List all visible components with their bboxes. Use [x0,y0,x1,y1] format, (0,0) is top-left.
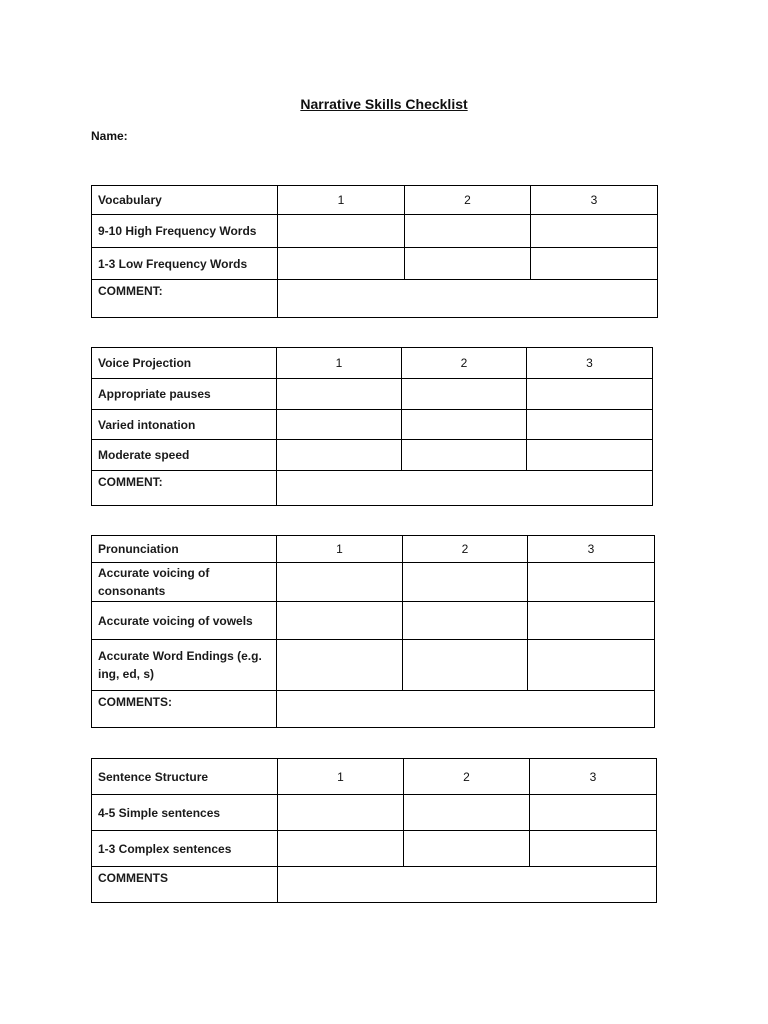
criterion-label: 1-3 Complex sentences [92,831,278,867]
score-cell[interactable] [527,379,653,410]
comment-field[interactable] [277,691,655,728]
comment-field[interactable] [278,280,658,318]
score-cell[interactable] [277,602,403,640]
criterion-label: Varied intonation [92,410,277,440]
score-cell[interactable] [278,215,405,248]
vocabulary-table [91,185,658,318]
score-header-2: 2 [403,536,528,563]
score-header-3: 3 [527,348,653,379]
score-cell[interactable] [403,640,528,691]
pronunciation-table [91,535,655,728]
score-cell[interactable] [277,410,402,440]
score-cell[interactable] [530,831,657,867]
sentence-structure-table [91,758,657,903]
comment-label: COMMENTS [92,867,278,903]
score-cell[interactable] [405,215,531,248]
score-header-1: 1 [278,186,405,215]
criterion-label: Accurate voicing of vowels [92,602,277,640]
score-cell[interactable] [402,379,527,410]
score-cell[interactable] [403,602,528,640]
score-header-1: 1 [277,536,403,563]
score-header-3: 3 [528,536,655,563]
name-label: Name: [91,129,128,143]
score-cell[interactable] [531,248,658,280]
section-header: Sentence Structure [92,759,278,795]
score-cell[interactable] [277,563,403,602]
comment-label: COMMENT: [92,471,277,506]
page-title: Narrative Skills Checklist [300,96,468,112]
score-cell[interactable] [404,795,530,831]
score-cell[interactable] [531,215,658,248]
score-header-1: 1 [278,759,404,795]
score-header-2: 2 [405,186,531,215]
comment-label: COMMENT: [92,280,278,318]
score-header-3: 3 [531,186,658,215]
score-cell[interactable] [528,640,655,691]
criterion-label: Accurate Word Endings (e.g. ing, ed, s) [92,640,277,691]
comment-field[interactable] [277,471,653,506]
score-header-2: 2 [402,348,527,379]
score-header-3: 3 [530,759,657,795]
criterion-label: Moderate speed [92,440,277,471]
score-cell[interactable] [527,410,653,440]
section-header: Pronunciation [92,536,277,563]
score-header-1: 1 [277,348,402,379]
section-header: Vocabulary [92,186,278,215]
score-cell[interactable] [277,440,402,471]
score-cell[interactable] [278,248,405,280]
criterion-label: 9-10 High Frequency Words [92,215,278,248]
score-cell[interactable] [405,248,531,280]
comment-field[interactable] [278,867,657,903]
criterion-label: Accurate voicing of consonants [92,563,277,602]
criterion-label: 4-5 Simple sentences [92,795,278,831]
score-header-2: 2 [404,759,530,795]
score-cell[interactable] [278,831,404,867]
criterion-label: 1-3 Low Frequency Words [92,248,278,280]
score-cell[interactable] [530,795,657,831]
comment-label: COMMENTS: [92,691,277,728]
section-header: Voice Projection [92,348,277,379]
score-cell[interactable] [403,563,528,602]
score-cell[interactable] [278,795,404,831]
criterion-label: Appropriate pauses [92,379,277,410]
voice-projection-table [91,347,653,506]
score-cell[interactable] [528,602,655,640]
score-cell[interactable] [402,410,527,440]
score-cell[interactable] [402,440,527,471]
score-cell[interactable] [528,563,655,602]
score-cell[interactable] [404,831,530,867]
score-cell[interactable] [277,640,403,691]
score-cell[interactable] [527,440,653,471]
score-cell[interactable] [277,379,402,410]
